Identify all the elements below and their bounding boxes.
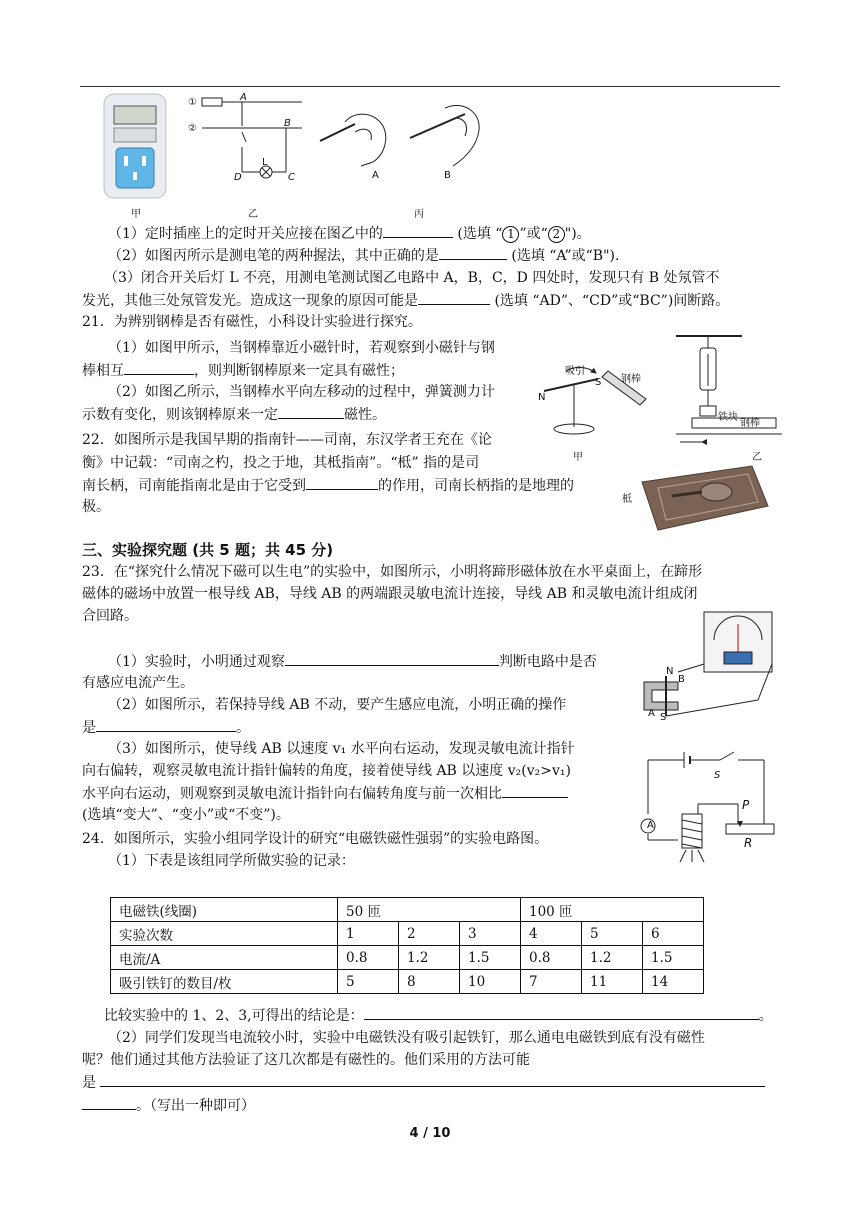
q21-blank-1[interactable] xyxy=(124,359,194,375)
fig21-caption-jia: 甲 xyxy=(573,452,583,463)
magnet-n-label: N xyxy=(666,666,674,677)
rheostat-r-label: R xyxy=(744,836,753,850)
point-b-label: B xyxy=(284,118,291,129)
q20-line3: （3）闭合开关后灯 L 不亮，用测电笔测试图乙电路中 A，B，C，D 四处时，发现只有 B 处氖管不 xyxy=(104,270,720,286)
table-cell: 100 匝 xyxy=(521,898,704,922)
wire-1-label: ① xyxy=(188,97,197,108)
table-cell: 3 xyxy=(460,922,521,946)
sinan-figure xyxy=(632,462,772,534)
q20-line2: （2）如图丙所示是测电笔的两种握法，其中正确的是 (选填 “A”或“B"). xyxy=(82,244,808,267)
attract-label: 吸引 xyxy=(565,366,585,377)
galvanometer-figure xyxy=(638,610,780,728)
q23-part1-cont: 有感应电流产生。 xyxy=(82,675,194,691)
table-cell: 电流/A xyxy=(111,946,338,970)
table-cell: 4 xyxy=(521,922,582,946)
iron-block-label: 铁块 xyxy=(718,412,738,423)
table-row xyxy=(111,898,704,922)
q24-part2: （2）同学们发现当电流较小时，实验中电磁铁没有吸引起铁钉，那么通电电磁铁到底有没有磁性 xyxy=(108,1030,705,1046)
point-c-label: C xyxy=(288,172,295,183)
circuit-yi-figure xyxy=(184,92,304,192)
q23-blank-2[interactable] xyxy=(96,716,236,732)
test-pen-figure xyxy=(315,96,495,171)
q20-line4: 发光，其他三处氖管发光。造成这一现象的原因可能是 (选填 “AD”、“CD”或“BC”)间断路。 xyxy=(82,289,782,312)
sinan-handle-label: 柢 xyxy=(622,494,632,505)
steel-rod-label-2: 钢棒 xyxy=(740,418,760,429)
steel-rod-label: 钢棒 xyxy=(621,374,641,385)
switch-s-label: S xyxy=(714,770,721,781)
q23-blank-3[interactable] xyxy=(502,782,568,798)
q21-blank-2[interactable] xyxy=(278,403,344,419)
fig-caption-bing: 丙 xyxy=(414,209,424,220)
page-number: 4 / 10 xyxy=(409,1126,451,1141)
table-cell: 11 xyxy=(582,970,643,994)
fig21-caption-yi: 乙 xyxy=(752,452,762,463)
q20-line1: （1）定时插座上的定时开关应接在图乙中的 (选填 “ 1 ”或“ 2 ")。 xyxy=(82,222,808,245)
compass-needle-figure xyxy=(536,355,656,440)
table-cell: 实验次数 xyxy=(111,922,338,946)
table-cell: 1.2 xyxy=(399,946,460,970)
wire-b-label: B xyxy=(678,674,685,685)
table-cell: 1.5 xyxy=(643,946,704,970)
q24-line1: 24．如图所示，实验小组同学设计的研究“电磁铁磁性强弱”的实验电路图。 xyxy=(82,831,549,847)
q23-part3-cont1: 向右偏转，观察灵敏电流计指针偏转的角度，接着使导线 AB 以速度 v₂(v₂>v₁) xyxy=(82,763,571,779)
ammeter-a-label: A xyxy=(647,820,654,831)
fig-caption-yi: 乙 xyxy=(248,209,258,220)
needle-s-label: S xyxy=(595,377,602,388)
table-row xyxy=(111,946,704,970)
q23-line2: 磁体的磁场中放置一根导线 AB，导线 AB 的两端跟灵敏电流计连接，导线 AB 和灵敏电流计组成闭 xyxy=(82,586,698,602)
q22-line3: 南长柄，司南能指南北是由于它受到 的作用，司南长柄指的是地理的 xyxy=(82,474,782,497)
table-row xyxy=(111,970,704,994)
timer-socket-figure xyxy=(100,92,170,200)
table-cell: 10 xyxy=(460,970,521,994)
wire-2-label: ② xyxy=(188,123,197,134)
table-cell: 1 xyxy=(338,922,399,946)
q20-blank-3[interactable] xyxy=(418,289,490,305)
q23-line3: 合回路。 xyxy=(82,608,138,624)
magnet-s-label: S xyxy=(660,712,667,723)
q21-line1: 21．为辨别钢棒是否有磁性，小科设计实验进行探究。 xyxy=(82,314,422,330)
q24-blank-1[interactable] xyxy=(364,1004,759,1020)
q21-line3: 棒相互 ，则判断钢棒原来一定具有磁性； xyxy=(82,359,782,382)
electromagnet-circuit-figure xyxy=(638,744,778,864)
table-cell: 1.2 xyxy=(582,946,643,970)
table-cell: 5 xyxy=(582,922,643,946)
q22-line1: 22．如图所示是我国早期的指南针——司南，东汉学者王充在《论 xyxy=(82,432,492,448)
slider-p-label: P xyxy=(742,798,750,812)
pen-a-label: A xyxy=(372,170,379,181)
q24-line2: （1）下表是该组同学所做实验的记录： xyxy=(108,853,355,869)
table-cell: 7 xyxy=(521,970,582,994)
q22-blank-1[interactable] xyxy=(306,474,378,490)
q24-conclusion: 比较实验中的 1、2、3,可得出的结论是： 。 xyxy=(82,1004,804,1027)
q23-blank-1[interactable] xyxy=(285,650,499,666)
lamp-l-label: L xyxy=(262,157,268,168)
q21-line4: （2）如图乙所示，当钢棒水平向左移动的过程中，弹簧测力计 xyxy=(108,384,495,400)
table-cell: 2 xyxy=(399,922,460,946)
q20-blank-1[interactable] xyxy=(383,222,453,238)
table-cell: 0.8 xyxy=(521,946,582,970)
q20-blank-2[interactable] xyxy=(439,244,507,260)
q23-line1: 23．在“探究什么情况下磁可以生电”的实验中，如图所示，小明将蹄形磁体放在水平桌面上，在蹄形 xyxy=(82,564,703,580)
q23-part1: （1）实验时，小明通过观察 判断电路中是否 xyxy=(82,650,808,673)
table-cell: 8 xyxy=(399,970,460,994)
table-cell: 1.5 xyxy=(460,946,521,970)
table-cell: 电磁铁(线圈) xyxy=(111,898,338,922)
q21-line5: 示数有变化，则该钢棒原来一定 磁性。 xyxy=(82,403,782,426)
table-cell: 吸引铁钉的数目/枚 xyxy=(111,970,338,994)
q22-line4: 极。 xyxy=(82,499,110,515)
table-cell: 0.8 xyxy=(338,946,399,970)
q24-blank-3[interactable] xyxy=(82,1094,136,1110)
q23-part2-cont: 是 。 xyxy=(82,716,782,739)
experiment-record-table xyxy=(110,897,704,994)
fig-caption-jia: 甲 xyxy=(131,209,141,220)
table-row xyxy=(111,922,704,946)
point-a-label: A xyxy=(240,92,247,103)
wire-a-label: A xyxy=(648,708,655,719)
q24-blank-2[interactable] xyxy=(100,1071,765,1087)
q23-part3-cont3: (选填“变大”、“变小”或“不变”)。 xyxy=(82,807,290,823)
q21-line2: （1）如图甲所示，当钢棒靠近小磁针时，若观察到小磁针与钢 xyxy=(108,340,495,356)
q24-part2-cont3: 。（写出一种即可） xyxy=(82,1094,782,1117)
table-cell: 50 匝 xyxy=(338,898,521,922)
header-rule xyxy=(80,86,780,87)
q23-part2: （2）如图所示，若保持导线 AB 不动，要产生感应电流，小明正确的操作 xyxy=(108,697,567,713)
section-3-heading: 三、实验探究题 (共 5 题；共 45 分) xyxy=(82,541,334,559)
q23-part3-cont2: 水平向右运动，则观察到灵敏电流计指针向右偏转角度与前一次相比 xyxy=(82,782,782,805)
q22-line2: 衡》中记载：“司南之杓，投之于地，其柢指南”。“柢” 指的是司 xyxy=(82,455,480,471)
pen-b-label: B xyxy=(444,170,451,181)
table-cell: 5 xyxy=(338,970,399,994)
q24-part2-cont1: 呢？他们通过其他方法验证了这几次都是有磁性的。他们采用的方法可能 xyxy=(82,1052,530,1068)
q23-part3: （3）如图所示，使导线 AB 以速度 v₁ 水平向右运动，发现灵敏电流计指针 xyxy=(108,741,575,757)
table-cell: 6 xyxy=(643,922,704,946)
q24-part2-cont2: 是 xyxy=(82,1071,782,1094)
needle-n-label: N xyxy=(538,392,546,403)
point-d-label: D xyxy=(234,172,242,183)
table-cell: 14 xyxy=(643,970,704,994)
